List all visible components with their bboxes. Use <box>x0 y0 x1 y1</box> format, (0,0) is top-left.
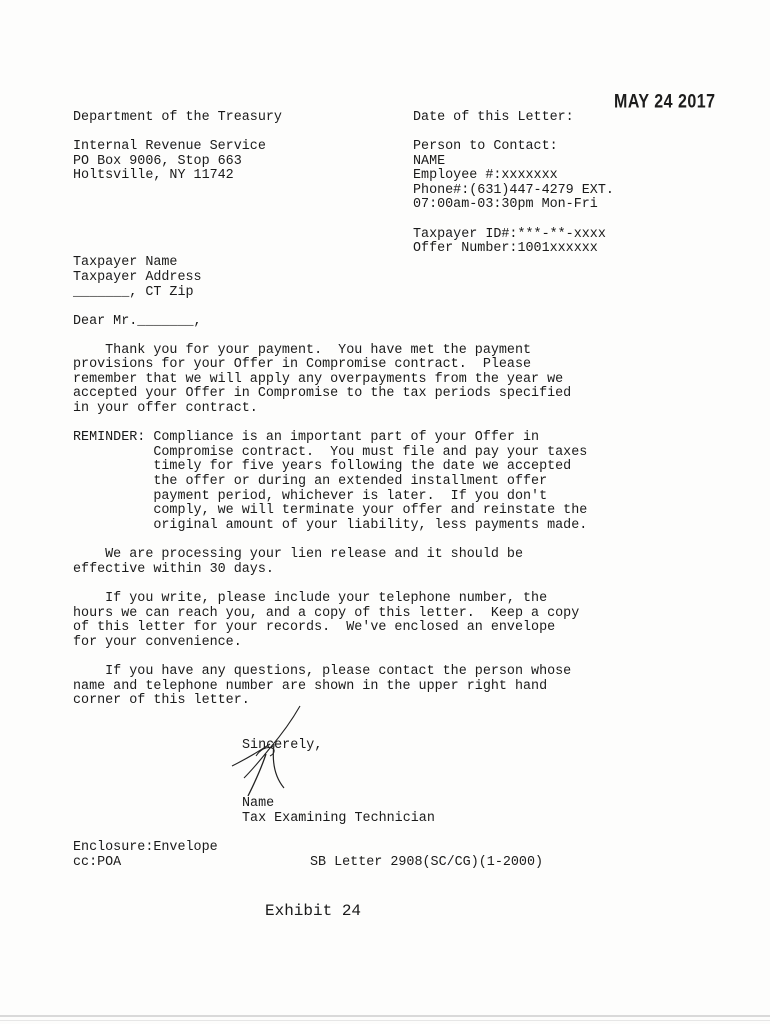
signer-name: Name <box>242 796 275 811</box>
body-line: in your offer contract. <box>73 401 258 416</box>
body-line: We are processing your lien release and it should be <box>73 547 523 562</box>
reminder-line: Compromise contract. You must file and pay your taxes <box>73 445 588 460</box>
form-identifier: SB Letter 2908(SC/CG)(1-2000) <box>310 855 544 870</box>
taxpayer-id: Taxpayer ID#:***-**-xxxx <box>413 227 606 242</box>
recipient-city: _______, CT Zip <box>73 285 194 300</box>
carbon-copy: cc:POA <box>73 855 122 870</box>
body-line: corner of this letter. <box>73 693 250 708</box>
employee-number: Employee #:xxxxxxx <box>413 168 558 183</box>
body-line: provisions for your Offer in Compromise contract. Please <box>73 357 532 372</box>
handwritten-signature <box>222 700 312 810</box>
date-received-stamp: MAY 24 2017 <box>614 92 716 113</box>
body-line: If you have any questions, please contact the person whose <box>73 664 572 679</box>
reminder-line: payment period, whichever is later. If you don't <box>73 489 548 504</box>
body-line: of this letter for your records. We've enclosed an envelope <box>73 620 556 635</box>
contact-hours: 07:00am-03:30pm Mon-Fri <box>413 197 598 212</box>
contact-name: NAME <box>413 154 446 169</box>
recipient-name: Taxpayer Name <box>73 255 178 270</box>
body-line: name and telephone number are shown in the upper right hand <box>73 679 548 694</box>
sender-department: Department of the Treasury <box>73 110 282 125</box>
reminder-line: the offer or during an extended installment offer <box>73 474 548 489</box>
salutation: Dear Mr._______, <box>73 314 202 329</box>
body-line: remember that we will apply any overpayments from the year we <box>73 372 564 387</box>
reminder-line: REMINDER: Compliance is an important part of your Offer in <box>73 430 540 445</box>
closing: Sincerely, <box>242 738 323 753</box>
contact-label: Person to Contact: <box>413 139 558 154</box>
exhibit-label: Exhibit 24 <box>265 902 362 920</box>
body-line: accepted your Offer in Compromise to the tax periods specified <box>73 386 572 401</box>
body-line: effective within 30 days. <box>73 562 274 577</box>
scan-edge <box>0 1020 770 1021</box>
reminder-line: comply, we will terminate your offer and reinstate the <box>73 503 588 518</box>
offer-number: Offer Number:1001xxxxxx <box>413 241 598 256</box>
sender-city: Holtsville, NY 11742 <box>73 168 234 183</box>
reminder-line: timely for five years following the date we accepted <box>73 459 572 474</box>
scan-edge <box>0 1015 770 1017</box>
contact-phone: Phone#:(631)447-4279 EXT. <box>413 183 614 198</box>
sender-po-box: PO Box 9006, Stop 663 <box>73 154 242 169</box>
body-line: If you write, please include your telephone number, the <box>73 591 548 606</box>
date-label: Date of this Letter: <box>413 110 574 125</box>
reminder-line: original amount of your liability, less payments made. <box>73 518 588 533</box>
body-line: for your convenience. <box>73 635 242 650</box>
body-line: Thank you for your payment. You have met the payment <box>73 343 532 358</box>
signer-title: Tax Examining Technician <box>242 811 435 826</box>
enclosure: Enclosure:Envelope <box>73 840 218 855</box>
recipient-address: Taxpayer Address <box>73 270 202 285</box>
body-line: hours we can reach you, and a copy of this letter. Keep a copy <box>73 606 580 621</box>
sender-agency: Internal Revenue Service <box>73 139 266 154</box>
